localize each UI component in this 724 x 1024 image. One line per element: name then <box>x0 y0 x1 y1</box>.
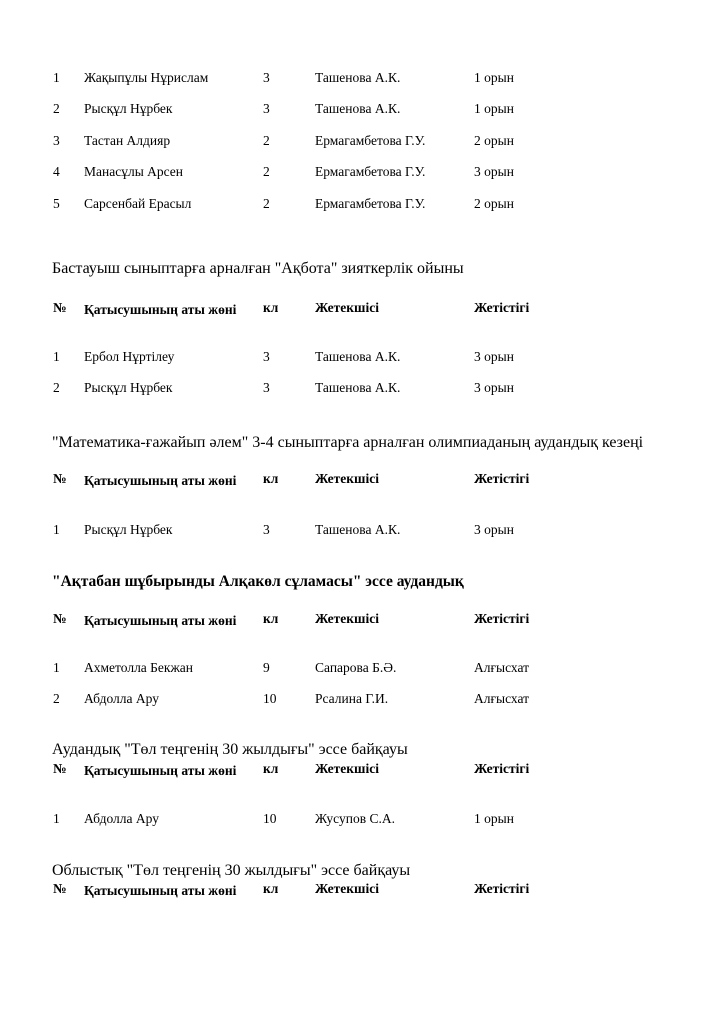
grade: 10 <box>263 811 277 826</box>
table-row <box>0 164 724 184</box>
participant-name: Рысқұл Нұрбек <box>84 101 173 116</box>
table-row <box>0 380 724 400</box>
grade: 2 <box>263 133 270 148</box>
header-name: Қатысушының аты жөні <box>84 763 237 778</box>
result: 3 орын <box>474 522 514 537</box>
header-grade: кл <box>263 761 279 776</box>
header-leader: Жетекшісі <box>315 881 379 896</box>
table-row <box>0 691 724 711</box>
header-number: № <box>53 761 67 776</box>
grade: 3 <box>263 522 270 537</box>
row-number: 2 <box>53 101 60 116</box>
header-leader: Жетекшісі <box>315 471 379 486</box>
row-number: 2 <box>53 380 60 395</box>
table-row <box>0 660 724 680</box>
grade: 3 <box>263 349 270 364</box>
result: 3 орын <box>474 349 514 364</box>
header-grade: кл <box>263 611 279 626</box>
result: 1 орын <box>474 101 514 116</box>
participant-name: Абдолла Ару <box>84 811 159 826</box>
row-number: 1 <box>53 70 60 85</box>
row-number: 3 <box>53 133 60 148</box>
leader: Ташенова А.К. <box>315 101 401 116</box>
row-number: 1 <box>53 522 60 537</box>
leader: Ермагамбетова Г.У. <box>315 164 426 179</box>
grade: 3 <box>263 70 270 85</box>
table-row <box>0 811 724 831</box>
header-leader: Жетекшісі <box>315 611 379 626</box>
header-grade: кл <box>263 881 279 896</box>
header-number: № <box>53 881 67 896</box>
participant-name: Ахметолла Бекжан <box>84 660 194 675</box>
section-title: Аудандық "Төл теңгенің 30 жылдығы" эссе байқауы <box>52 741 408 758</box>
table-row <box>0 349 724 369</box>
table-row <box>0 196 724 216</box>
section-title: Облыстық "Төл теңгенің 30 жылдығы" эссе байқауы <box>52 862 411 879</box>
grade: 2 <box>263 164 270 179</box>
table-header <box>0 471 724 491</box>
result: 3 орын <box>474 380 514 395</box>
grade: 9 <box>263 660 270 675</box>
result: 2 орын <box>474 196 514 211</box>
table-header <box>0 300 724 320</box>
section-title: "Математика-ғажайып әлем" 3-4 сыныптарға арналған олимпиаданың аудандық кезеңі <box>52 434 644 451</box>
row-number: 5 <box>53 196 60 211</box>
table-row <box>0 70 724 90</box>
header-leader: Жетекшісі <box>315 300 379 315</box>
participant-name: Манасұлы Арсен <box>84 164 184 179</box>
table-row <box>0 522 724 542</box>
header-grade: кл <box>263 300 279 315</box>
grade: 3 <box>263 101 270 116</box>
header-result: Жетістігі <box>474 611 530 626</box>
section-title: "Ақтабан шұбырынды Алқакөл сұламасы" эссе аудандық <box>52 573 464 590</box>
leader: Ташенова А.К. <box>315 349 401 364</box>
row-number: 1 <box>53 811 60 826</box>
leader: Сапарова Б.Ә. <box>315 660 397 675</box>
row-number: 1 <box>53 349 60 364</box>
participant-name: Рысқұл Нұрбек <box>84 522 173 537</box>
result: 3 орын <box>474 164 514 179</box>
table-header <box>0 881 724 901</box>
leader: Ташенова А.К. <box>315 70 401 85</box>
result: Алғысхат <box>474 660 530 675</box>
table-row <box>0 101 724 121</box>
table-header <box>0 761 724 781</box>
header-grade: кл <box>263 471 279 486</box>
header-leader: Жетекшісі <box>315 761 379 776</box>
header-name: Қатысушының аты жөні <box>84 302 237 317</box>
grade: 2 <box>263 196 270 211</box>
header-name: Қатысушының аты жөні <box>84 613 237 628</box>
participant-name: Рысқұл Нұрбек <box>84 380 173 395</box>
row-number: 4 <box>53 164 60 179</box>
header-number: № <box>53 611 67 626</box>
header-result: Жетістігі <box>474 761 530 776</box>
result: 1 орын <box>474 811 514 826</box>
leader: Ермагамбетова Г.У. <box>315 133 426 148</box>
header-name: Қатысушының аты жөні <box>84 883 237 898</box>
row-number: 1 <box>53 660 60 675</box>
header-result: Жетістігі <box>474 471 530 486</box>
grade: 10 <box>263 691 277 706</box>
header-name: Қатысушының аты жөні <box>84 473 237 488</box>
leader: Ермагамбетова Г.У. <box>315 196 426 211</box>
leader: Жусупов С.А. <box>315 811 395 826</box>
participant-name: Сарсенбай Ерасыл <box>84 196 192 211</box>
participant-name: Ербол Нұртілеу <box>84 349 175 364</box>
table-row <box>0 133 724 153</box>
participant-name: Тастан Алдияр <box>84 133 171 148</box>
header-number: № <box>53 300 67 315</box>
leader: Ташенова А.К. <box>315 380 401 395</box>
header-result: Жетістігі <box>474 881 530 896</box>
section-title: Бастауыш сыныптарға арналған "Ақбота" зияткерлік ойыны <box>52 260 464 277</box>
result: Алғысхат <box>474 691 530 706</box>
header-result: Жетістігі <box>474 300 530 315</box>
result: 2 орын <box>474 133 514 148</box>
participant-name: Жақыпұлы Нұрислам <box>84 70 209 85</box>
header-number: № <box>53 471 67 486</box>
participant-name: Абдолла Ару <box>84 691 159 706</box>
leader: Ташенова А.К. <box>315 522 401 537</box>
result: 1 орын <box>474 70 514 85</box>
row-number: 2 <box>53 691 60 706</box>
leader: Рсалина Г.И. <box>315 691 389 706</box>
grade: 3 <box>263 380 270 395</box>
table-header <box>0 611 724 631</box>
